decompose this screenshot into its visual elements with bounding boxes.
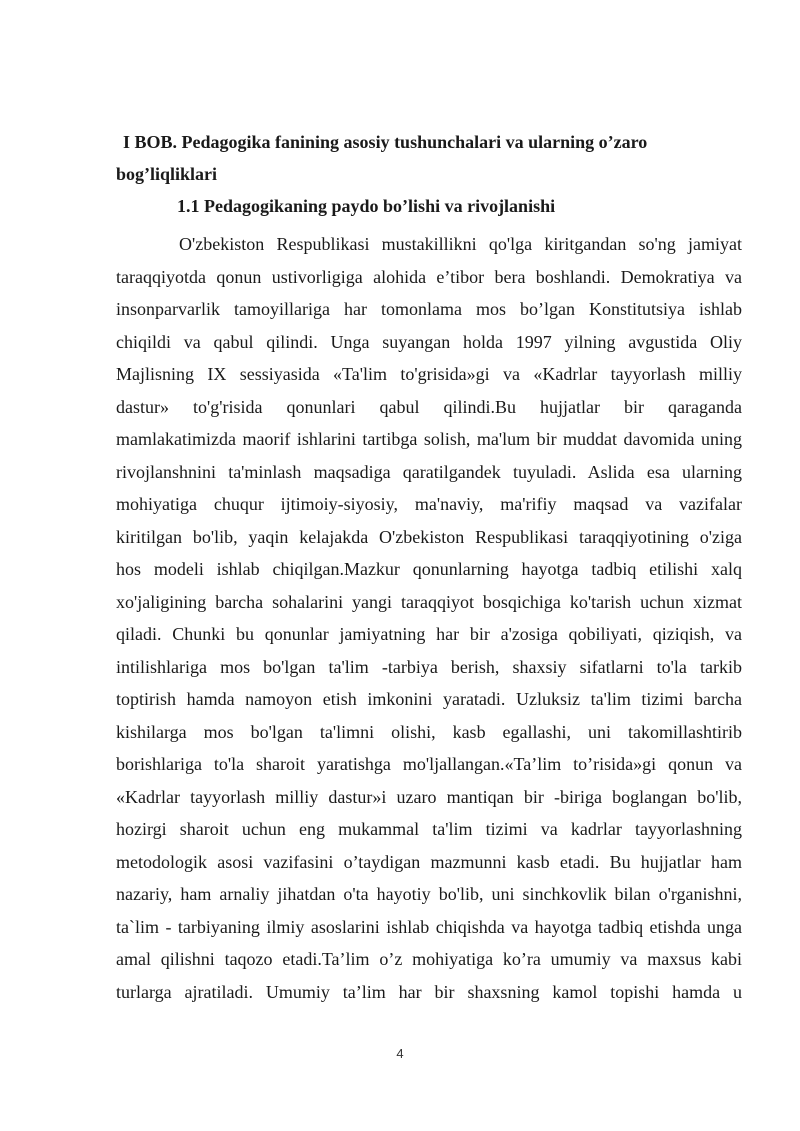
chapter-title-line-2: bog’liqliklari [116,164,218,184]
body-line: «Kadrlar tayyorlash milliy dastur»i uzaro mantiqan bir -biriga boglangan bo'lib, [116,786,742,807]
body-line: hos modeli ishlab chiqilgan.Mazkur qonunlarning hayotga tadbiq etilishi xalq [116,559,742,579]
body-line: rivojlanshnini ta'minlash maqsadiga qaratilgandek tuyuladi. Aslida esa ularning [116,461,742,482]
body-line: borishlariga to'la sharoit yaratishga mo'ljallangan.«Ta’lim to’risida»gi qonun va [116,754,742,774]
body-line: Majlisning IX sessiyasida «Ta'lim to'grisida»gi va «Kadrlar tayyorlash milliy [116,364,742,384]
body-line: metodologik asosi vazifasini o’taydigan mazmunni kasb etadi. Bu hujjatlar ham [116,851,742,872]
body-paragraph [116,228,742,1008]
body-line: insonparvarlik tamoyillariga har tomonlama mos bo’lgan Konstitutsiya ishlab [116,299,742,319]
body-line: nazariy, ham arnaliy jihatdan o'ta hayotiy bo'lib, uni sinchkovlik bilan o'rganishni, [116,884,742,904]
body-line: O'zbekiston Respublikasi mustakillikni qo'lga kiritgandan so'ng jamiyat [179,234,742,254]
body-line: dastur» to'g'risida qonunlari qabul qilindi.Bu hujjatlar bir qaraganda [116,396,742,417]
page-number: 4 [396,1046,404,1061]
body-line: mohiyatiga chuqur ijtimoiy-siyosiy, ma'naviy, ma'rifiy maqsad va vazifalar [116,494,742,514]
body-line: amal qilishni taqozo etadi.Ta’lim o’z mohiyatiga ko’ra umumiy va maxsus kabi [116,949,742,969]
body-line: xo'jaligining barcha sohalarini yangi taraqqiyot bosqichiga ko'tarish uchun xizmat [116,591,742,612]
body-line: kishilarga mos bo'lgan ta'limni olishi, kasb egallashi, uni takomillashtirib [116,721,742,742]
body-line: toptirish hamda namoyon etish imkonini yaratadi. Uzluksiz ta'lim tizimi barcha [116,689,742,709]
body-line: intilishlariga mos bo'lgan ta'lim -tarbiya berish, shaxsiy sifatlarni to'la tarkib [116,656,742,677]
body-line: qiladi. Chunki bu qonunlar jamiyatning har bir a'zosiga qobiliyati, qiziqish, va [116,624,742,644]
body-line: ta`lim - tarbiyaning ilmiy asoslarini ishlab chiqishda va hayotga tadbiq etishda unga [116,916,742,937]
chapter-title [116,126,726,190]
body-line: hozirgi sharoit uchun eng mukammal ta'lim tizimi va kadrlar tayyorlashning [116,819,742,839]
section-title: 1.1 Pedagogikaning paydo bo’lishi va rivojlanishi [177,196,556,216]
body-line: kiritilgan bo'lib, yaqin kelajakda O'zbekiston Respublikasi taraqqiyotining o'ziga [116,526,742,547]
chapter-title-line-1: I BOB. Pedagogika fanining asosiy tushunchalari va ularning o’zaro [123,132,648,152]
body-line: taraqqiyotda qonun ustivorligiga alohida e’tibor bera boshlandi. Demokratiya va [116,266,742,287]
body-line: mamlakatimizda maorif ishlarini tartibga solish, ma'lum bir muddat davomida uning [116,429,742,449]
body-line: chiqildi va qabul qilindi. Unga suyangan holda 1997 yilning avgustida Oliy [116,331,742,352]
body-line: turlarga ajratiladi. Umumiy ta’lim har bir shaxsning kamol topishi hamda u [116,981,742,1002]
